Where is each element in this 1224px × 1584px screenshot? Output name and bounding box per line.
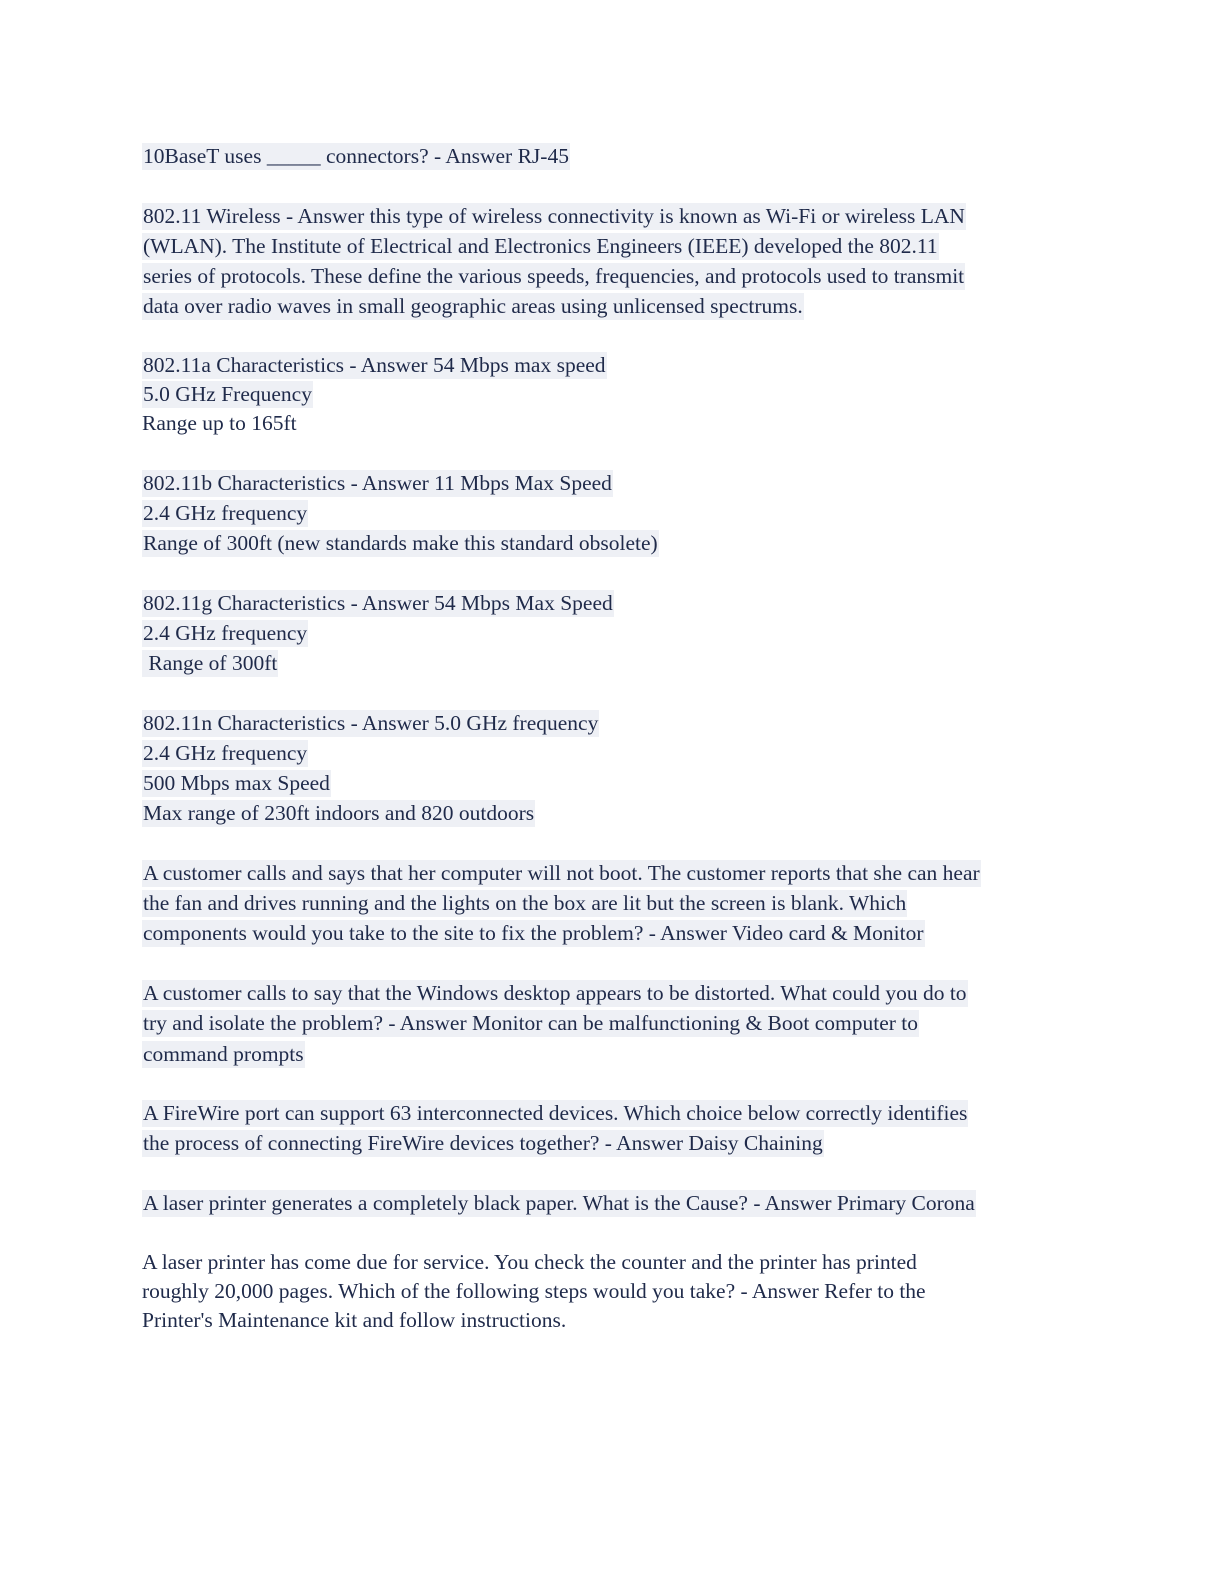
card-line xyxy=(142,1008,1082,1038)
flashcard xyxy=(142,141,1082,171)
card-line xyxy=(142,528,1082,558)
card-text: data over radio waves in small geographic areas using unlicensed spectrums. xyxy=(143,294,803,319)
flashcard-list xyxy=(142,141,1082,1364)
card-text: 802.11a Characteristics - Answer 54 Mbps max speed xyxy=(143,353,606,378)
card-text: Range of 300ft xyxy=(143,651,278,676)
card-text: command prompts xyxy=(143,1041,304,1066)
card-text: (WLAN). The Institute of Electrical and Electronics Engineers (IEEE) developed the 802.11 xyxy=(143,233,938,258)
card-line xyxy=(142,380,1082,409)
flashcard xyxy=(142,1188,1082,1218)
card-text: 802.11n Characteristics - Answer 5.0 GHz frequency xyxy=(143,710,599,735)
card-text: 802.11b Characteristics - Answer 11 Mbps Max Speed xyxy=(143,470,612,495)
flashcard xyxy=(142,351,1082,438)
card-line xyxy=(142,1248,1082,1277)
card-text: try and isolate the problem? - Answer Monitor can be malfunctioning & Boot computer to xyxy=(143,1011,919,1036)
card-line xyxy=(142,498,1082,528)
card-text: the process of connecting FireWire devices together? - Answer Daisy Chaining xyxy=(143,1131,823,1156)
card-text: 2.4 GHz frequency xyxy=(143,620,308,645)
card-line xyxy=(142,918,1082,948)
card-line xyxy=(142,888,1082,918)
card-line xyxy=(142,351,1082,380)
card-line xyxy=(142,858,1082,888)
card-text: components would you take to the site to fix the problem? - Answer Video card & Monitor xyxy=(143,921,924,946)
card-line xyxy=(142,291,1082,321)
card-line xyxy=(142,409,1082,438)
card-line xyxy=(142,978,1082,1008)
card-line xyxy=(142,738,1082,768)
flashcard xyxy=(142,201,1082,322)
card-text: series of protocols. These define the various speeds, frequencies, and protocols used to transmit xyxy=(143,264,965,289)
card-line xyxy=(142,231,1082,261)
card-text: 2.4 GHz frequency xyxy=(143,500,308,525)
card-text: A laser printer generates a completely black paper. What is the Cause? - Answer Primary Corona xyxy=(143,1191,975,1216)
card-text: Max range of 230ft indoors and 820 outdoors xyxy=(143,801,535,826)
flashcard xyxy=(142,588,1082,679)
card-line xyxy=(142,1128,1082,1158)
card-line xyxy=(142,261,1082,291)
card-line xyxy=(142,588,1082,618)
card-text: 500 Mbps max Speed xyxy=(143,771,330,796)
card-line xyxy=(142,1098,1082,1128)
card-line xyxy=(142,618,1082,648)
card-text: 10BaseT uses _____ connectors? - Answer RJ-45 xyxy=(143,144,569,168)
card-line xyxy=(142,1306,1082,1335)
card-line xyxy=(142,468,1082,498)
card-text: 5.0 GHz Frequency xyxy=(143,382,312,407)
card-text: 802.11 Wireless - Answer this type of wireless connectivity is known as Wi-Fi or wireless LAN xyxy=(143,203,965,228)
card-text: roughly 20,000 pages. Which of the following steps would you take? - Answer Refer to the xyxy=(142,1278,926,1303)
card-text: Range of 300ft (new standards make this standard obsolete) xyxy=(143,530,658,555)
card-line xyxy=(142,798,1082,828)
card-text: 2.4 GHz frequency xyxy=(143,740,308,765)
card-text: 802.11g Characteristics - Answer 54 Mbps Max Speed xyxy=(143,590,613,615)
flashcard xyxy=(142,468,1082,559)
card-text: A customer calls to say that the Windows desktop appears to be distorted. What could you do to xyxy=(143,981,967,1006)
card-text: the fan and drives running and the lights on the box are lit but the screen is blank. Which xyxy=(143,891,907,916)
card-text: Range up to 165ft xyxy=(142,411,297,436)
card-text: A customer calls and says that her computer will not boot. The customer reports that she can hear xyxy=(143,861,980,886)
flashcard xyxy=(142,708,1082,829)
flashcard xyxy=(142,858,1082,949)
card-line xyxy=(142,708,1082,738)
card-line xyxy=(142,1277,1082,1306)
flashcard xyxy=(142,1098,1082,1158)
flashcard xyxy=(142,1248,1082,1335)
card-line xyxy=(142,768,1082,798)
card-line xyxy=(142,141,1082,171)
card-text: Printer's Maintenance kit and follow instructions. xyxy=(142,1307,567,1332)
card-line xyxy=(142,648,1082,678)
card-line xyxy=(142,201,1082,231)
flashcard xyxy=(142,978,1082,1069)
card-line xyxy=(142,1188,1082,1218)
card-line xyxy=(142,1039,1082,1069)
card-text: A laser printer has come due for service. You check the counter and the printer has printed xyxy=(142,1249,917,1274)
card-text: A FireWire port can support 63 interconnected devices. Which choice below correctly identifies xyxy=(143,1101,968,1126)
